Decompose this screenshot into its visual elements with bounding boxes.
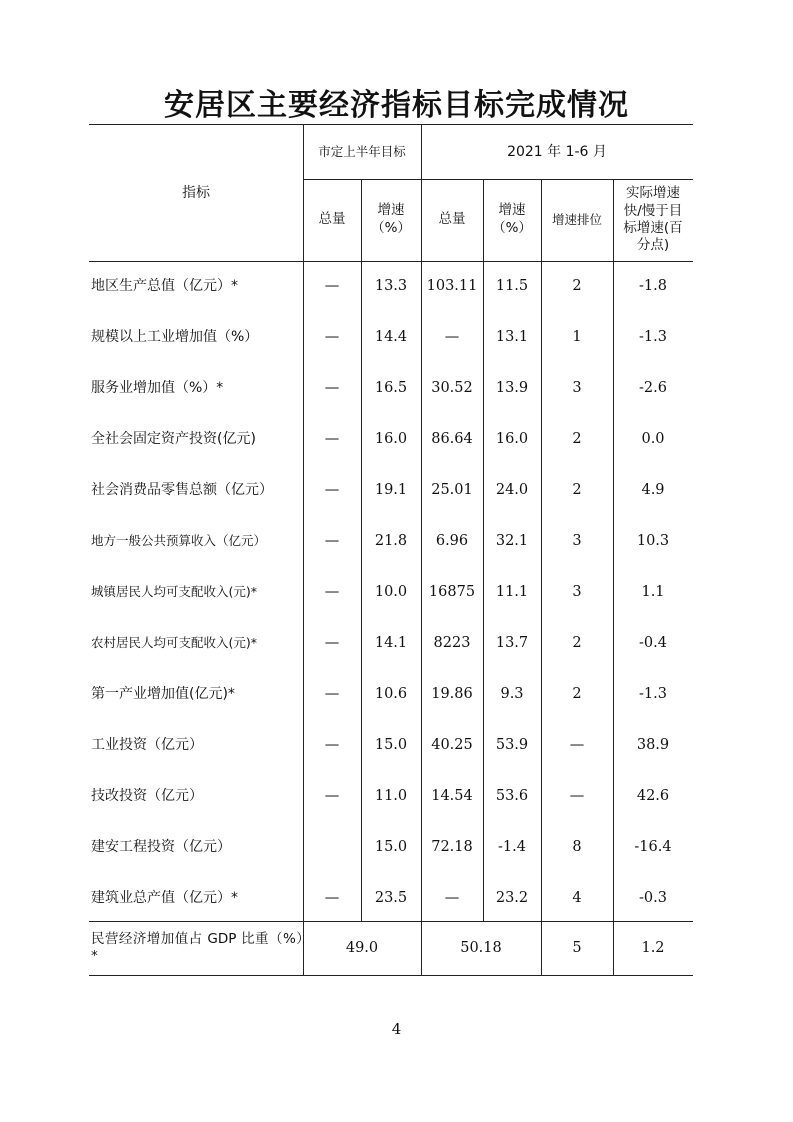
cell-growth: 11.5 xyxy=(495,278,529,295)
page-title: 安居区主要经济指标目标完成情况 xyxy=(164,88,629,123)
cell-rank: 1 xyxy=(572,329,582,346)
cell-diff: -2.6 xyxy=(639,380,667,397)
last-row-label: 民营经济增加值占 GDP 比重（%）* xyxy=(91,931,303,964)
last-row-target: 49.0 xyxy=(345,939,379,956)
cell-rank: 4 xyxy=(572,890,582,907)
col-sep-4 xyxy=(483,179,484,921)
cell-label: 技改投资（亿元） xyxy=(91,788,203,805)
cell-growth: 11.1 xyxy=(495,584,529,601)
cell-target-growth: 14.4 xyxy=(374,329,408,346)
cell-diff: 0.0 xyxy=(641,431,665,448)
cell-total: 103.11 xyxy=(426,278,478,295)
cell-growth: 53.9 xyxy=(495,737,529,754)
cell-label: 规模以上工业增加值（%） xyxy=(91,329,259,346)
cell-total: 16875 xyxy=(428,584,476,601)
cell-target-growth: 15.0 xyxy=(374,839,408,856)
cell-target-total: — xyxy=(324,686,340,703)
cell-target-growth: 15.0 xyxy=(374,737,408,754)
cell-rank: 2 xyxy=(572,431,582,448)
cell-label: 地方一般公共预算收入（亿元） xyxy=(91,533,267,549)
page-number: 4 xyxy=(391,1020,402,1038)
cell-total: 30.52 xyxy=(431,380,473,397)
cell-target-total: — xyxy=(324,737,340,754)
cell-rank: 2 xyxy=(572,482,582,499)
cell-diff: -1.3 xyxy=(639,329,667,346)
header-city-target: 市定上半年目标 xyxy=(318,143,406,159)
header-target-growth: 增速 （%） xyxy=(371,202,411,236)
cell-total: — xyxy=(444,890,460,907)
cell-total: 14.54 xyxy=(431,788,473,805)
cell-diff: -1.8 xyxy=(639,278,667,295)
header-rank: 增速排位 xyxy=(551,211,602,227)
header-actual-total: 总量 xyxy=(438,211,466,228)
cell-target-total: — xyxy=(324,635,340,652)
cell-total: 6.96 xyxy=(435,533,469,550)
cell-growth: 13.7 xyxy=(495,635,529,652)
header-period: 2021 年 1-6 月 xyxy=(507,143,607,160)
cell-target-growth: 23.5 xyxy=(374,890,408,907)
cell-label: 工业投资（亿元） xyxy=(91,737,203,754)
cell-target-growth: 10.6 xyxy=(374,686,408,703)
cell-total: 25.01 xyxy=(431,482,473,499)
cell-label: 全社会固定资产投资(亿元) xyxy=(91,431,256,448)
cell-growth: -1.4 xyxy=(498,839,526,856)
cell-rank: 3 xyxy=(572,533,582,550)
col-sep-3 xyxy=(421,125,422,975)
header-actual-growth: 增速 （%） xyxy=(492,202,532,236)
cell-target-total: — xyxy=(324,482,340,499)
col-sep-5 xyxy=(541,179,542,975)
indicator-table xyxy=(89,124,693,976)
cell-total: 86.64 xyxy=(431,431,473,448)
cell-growth: 13.1 xyxy=(495,329,529,346)
cell-target-total: — xyxy=(324,380,340,397)
cell-growth: 32.1 xyxy=(495,533,529,550)
cell-rank: — xyxy=(569,788,585,805)
cell-target-growth: 19.1 xyxy=(374,482,408,499)
cell-label: 城镇居民人均可支配收入(元)* xyxy=(91,584,258,600)
header-diff: 实际增速 快/慢于目 标增速(百 分点) xyxy=(623,185,683,254)
cell-target-total: — xyxy=(324,890,340,907)
col-sep-2 xyxy=(361,179,362,921)
cell-diff: -0.3 xyxy=(639,890,667,907)
cell-target-total: — xyxy=(324,788,340,805)
cell-diff: -0.4 xyxy=(639,635,667,652)
cell-rank: — xyxy=(569,737,585,754)
cell-target-growth: 16.5 xyxy=(374,380,408,397)
cell-diff: -1.3 xyxy=(639,686,667,703)
cell-total: 19.86 xyxy=(431,686,473,703)
cell-label: 地区生产总值（亿元）* xyxy=(91,278,238,295)
cell-target-total: — xyxy=(324,329,340,346)
cell-target-total: — xyxy=(324,431,340,448)
cell-rank: 3 xyxy=(572,584,582,601)
cell-diff: 4.9 xyxy=(641,482,665,499)
last-row-diff: 1.2 xyxy=(641,939,665,956)
cell-rank: 2 xyxy=(572,278,582,295)
cell-target-total xyxy=(303,822,361,873)
cell-rank: 3 xyxy=(572,380,582,397)
col-sep-6 xyxy=(613,179,614,975)
cell-growth: 9.3 xyxy=(500,686,524,703)
col-sep-1 xyxy=(303,125,304,975)
cell-label: 服务业增加值（%）* xyxy=(91,380,224,397)
cell-target-total: — xyxy=(324,278,340,295)
cell-total: — xyxy=(444,329,460,346)
cell-label: 第一产业增加值(亿元)* xyxy=(91,686,235,703)
cell-label: 建筑业总产值（亿元）* xyxy=(91,890,238,907)
cell-rank: 2 xyxy=(572,635,582,652)
last-row-actual: 50.18 xyxy=(460,939,502,956)
cell-label: 农村居民人均可支配收入(元)* xyxy=(91,635,258,651)
cell-diff: 10.3 xyxy=(636,533,670,550)
cell-diff: 42.6 xyxy=(636,788,670,805)
header-indicator: 指标 xyxy=(182,184,210,201)
cell-target-total: — xyxy=(324,533,340,550)
cell-target-total: — xyxy=(324,584,340,601)
cell-label: 建安工程投资（亿元） xyxy=(91,839,231,856)
cell-target-growth: 14.1 xyxy=(374,635,408,652)
cell-growth: 13.9 xyxy=(495,380,529,397)
cell-target-growth: 16.0 xyxy=(374,431,408,448)
cell-diff: -16.4 xyxy=(634,839,672,856)
cell-rank: 2 xyxy=(572,686,582,703)
cell-growth: 53.6 xyxy=(495,788,529,805)
cell-total: 72.18 xyxy=(431,839,473,856)
cell-target-growth: 11.0 xyxy=(374,788,408,805)
cell-target-growth: 10.0 xyxy=(374,584,408,601)
cell-rank: 8 xyxy=(572,839,582,856)
cell-growth: 24.0 xyxy=(495,482,529,499)
cell-diff: 38.9 xyxy=(636,737,670,754)
cell-diff: 1.1 xyxy=(641,584,665,601)
cell-target-growth: 13.3 xyxy=(374,278,408,295)
cell-growth: 23.2 xyxy=(495,890,529,907)
cell-target-growth: 21.8 xyxy=(374,533,408,550)
cell-total: 40.25 xyxy=(431,737,473,754)
cell-label: 社会消费品零售总额（亿元） xyxy=(91,482,273,499)
last-row-rank: 5 xyxy=(572,939,582,956)
cell-total: 8223 xyxy=(433,635,471,652)
cell-growth: 16.0 xyxy=(495,431,529,448)
header-target-total: 总量 xyxy=(318,211,346,228)
